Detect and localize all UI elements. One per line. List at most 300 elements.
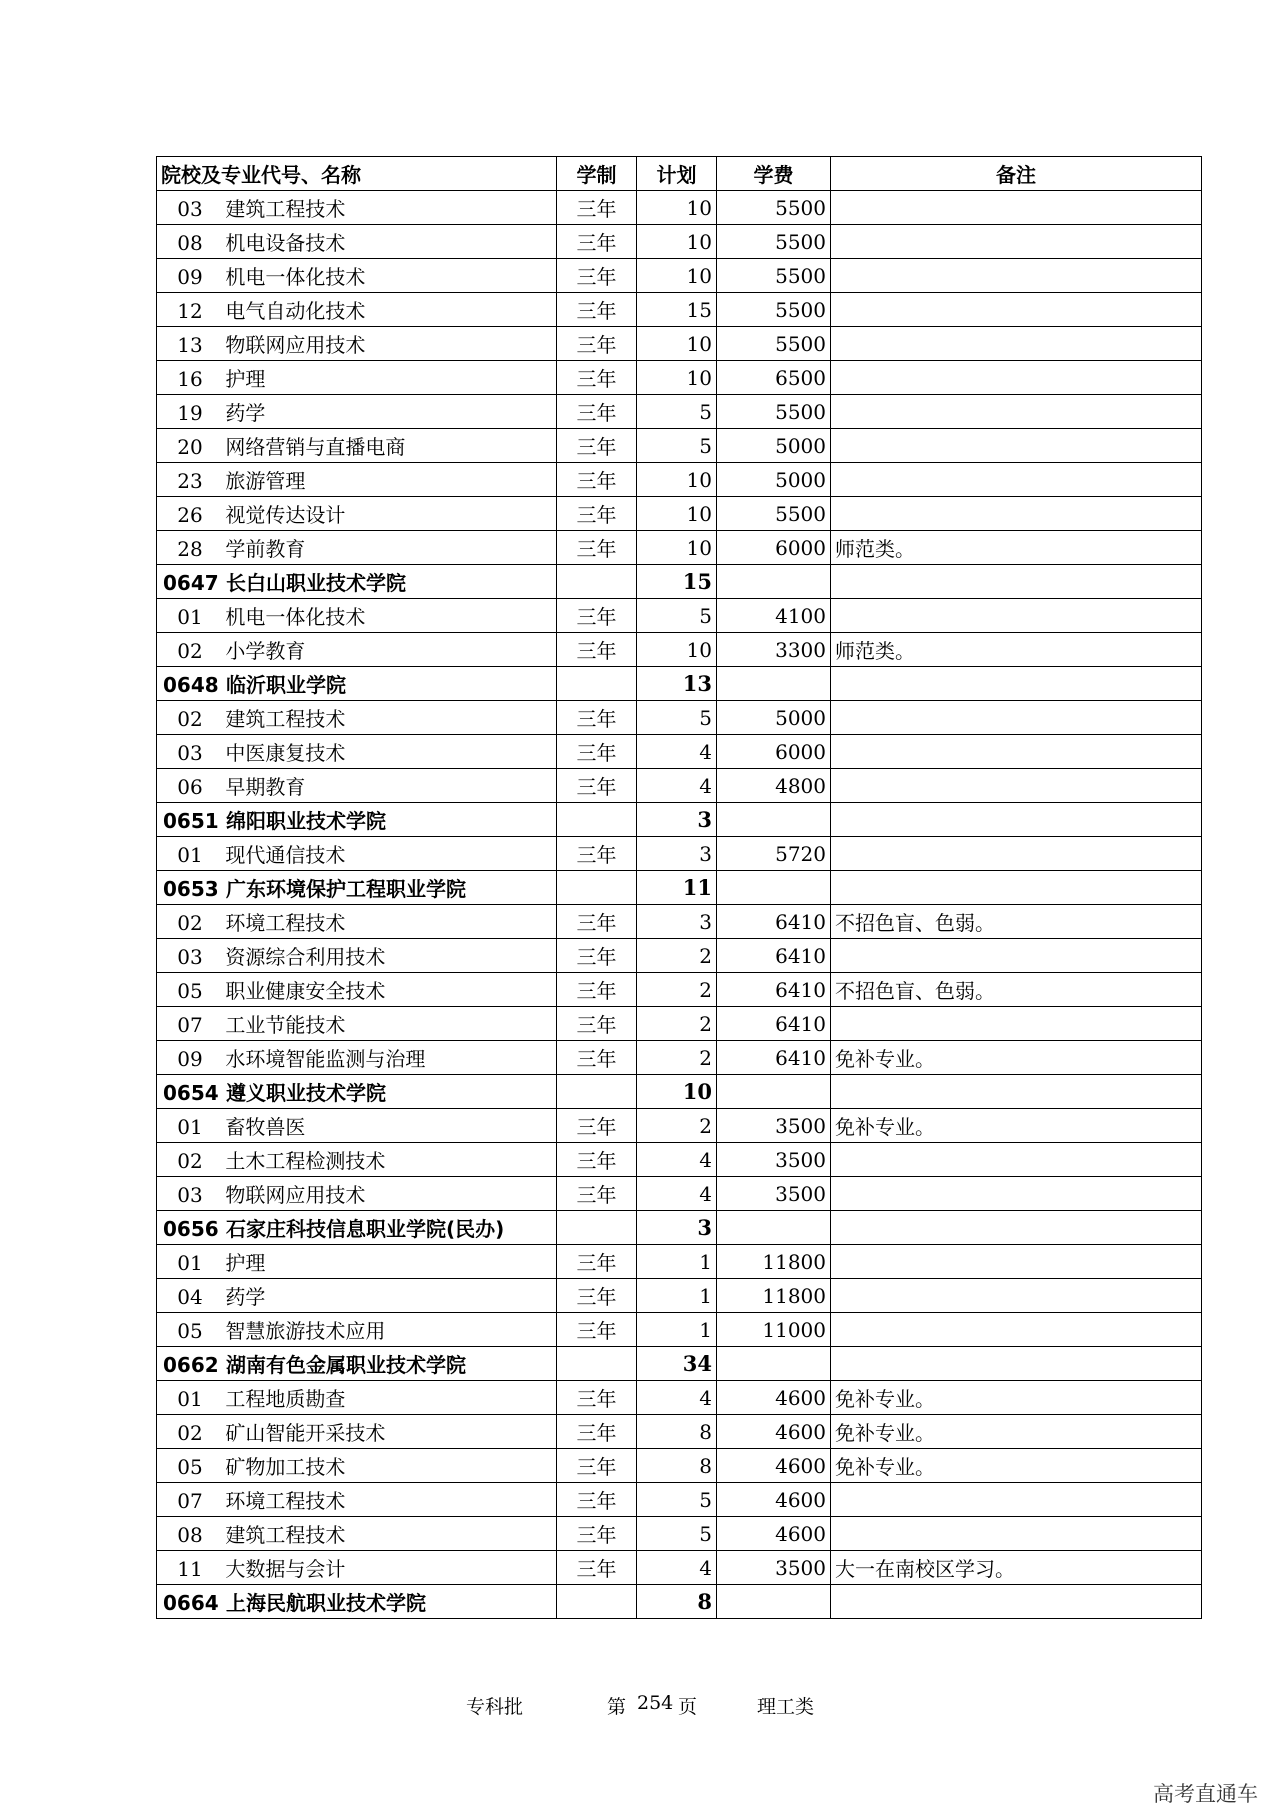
cell-length: 三年 [557,735,637,769]
cell-name [157,667,557,701]
cell-name [157,191,557,225]
major-code: 05 [177,979,203,1003]
major-name: 大数据与会计 [225,1557,346,1581]
cell-fee: 6500 [717,361,831,395]
cell-length: 三年 [557,973,637,1007]
major-code: 16 [177,367,203,391]
cell-plan: 8 [637,1585,717,1619]
major-row [157,1177,1202,1211]
cell-name [157,1143,557,1177]
header-name: 院校及专业代号、名称 [157,157,557,191]
major-code: 01 [177,605,203,629]
cell-length [557,1585,637,1619]
major-row [157,1551,1202,1585]
cell-length [557,1211,637,1245]
cell-length: 三年 [557,293,637,327]
cell-note [831,1313,1202,1347]
cell-name [157,565,557,599]
school-code: 0654 [163,1081,219,1105]
major-row [157,1041,1202,1075]
cell-plan: 5 [637,1517,717,1551]
cell-plan: 1 [637,1313,717,1347]
major-code: 03 [177,741,203,765]
cell-name [157,905,557,939]
cell-length: 三年 [557,1381,637,1415]
cell-name [157,429,557,463]
footer-category: 理工类 [757,1696,815,1718]
cell-note [831,293,1202,327]
major-row [157,1143,1202,1177]
major-name: 中医康复技术 [225,741,346,765]
cell-name [157,1517,557,1551]
cell-fee [717,871,831,905]
cell-note [831,939,1202,973]
school-name: 临沂职业学院 [225,673,346,697]
major-code: 02 [177,707,203,731]
cell-plan: 3 [637,837,717,871]
cell-plan: 2 [637,939,717,973]
cell-plan: 4 [637,1381,717,1415]
major-code: 05 [177,1319,203,1343]
cell-fee: 3500 [717,1143,831,1177]
major-name: 护理 [225,1251,266,1275]
cell-name [157,1109,557,1143]
cell-name [157,837,557,871]
cell-note [831,1211,1202,1245]
cell-fee: 6410 [717,905,831,939]
major-name: 畜牧兽医 [225,1115,306,1139]
cell-length: 三年 [557,1517,637,1551]
cell-note: 免补专业。 [831,1109,1202,1143]
cell-fee: 5500 [717,293,831,327]
header-row [157,157,1202,191]
cell-fee: 11800 [717,1279,831,1313]
cell-fee: 6000 [717,531,831,565]
school-code: 0651 [163,809,219,833]
cell-length [557,871,637,905]
major-name: 早期教育 [225,775,306,799]
school-row [157,1347,1202,1381]
school-row [157,1075,1202,1109]
cell-name [157,327,557,361]
cell-length [557,803,637,837]
school-row [157,803,1202,837]
major-code: 03 [177,197,203,221]
cell-fee: 11800 [717,1245,831,1279]
major-row [157,259,1202,293]
major-name: 职业健康安全技术 [225,979,386,1003]
cell-note [831,667,1202,701]
cell-fee: 4100 [717,599,831,633]
cell-note [831,701,1202,735]
cell-plan: 8 [637,1415,717,1449]
major-row [157,429,1202,463]
cell-note [831,463,1202,497]
cell-length: 三年 [557,701,637,735]
cell-note [831,871,1202,905]
cell-fee: 4600 [717,1517,831,1551]
major-row [157,973,1202,1007]
major-code: 01 [177,843,203,867]
cell-note: 不招色盲、色弱。 [831,973,1202,1007]
major-code: 09 [177,265,203,289]
cell-note [831,1585,1202,1619]
cell-fee [717,1211,831,1245]
major-row [157,1007,1202,1041]
cell-plan: 15 [637,293,717,327]
cell-name [157,1483,557,1517]
header-plan: 计划 [637,157,717,191]
cell-length: 三年 [557,395,637,429]
cell-length: 三年 [557,633,637,667]
cell-name [157,803,557,837]
major-code: 06 [177,775,203,799]
cell-plan: 4 [637,769,717,803]
cell-fee: 3500 [717,1109,831,1143]
cell-length: 三年 [557,327,637,361]
major-name: 护理 [225,367,266,391]
cell-name [157,361,557,395]
major-row [157,225,1202,259]
major-code: 11 [177,1557,203,1581]
major-row [157,905,1202,939]
major-name: 环境工程技术 [225,1489,346,1513]
cell-name [157,939,557,973]
school-row [157,871,1202,905]
cell-plan: 2 [637,1109,717,1143]
cell-fee [717,667,831,701]
cell-name [157,395,557,429]
watermark-text: 高考直通车 [1153,1782,1258,1806]
cell-note [831,327,1202,361]
cell-fee: 5500 [717,327,831,361]
cell-note: 师范类。 [831,531,1202,565]
cell-length: 三年 [557,1449,637,1483]
cell-plan: 5 [637,429,717,463]
cell-name [157,463,557,497]
school-row [157,565,1202,599]
cell-fee: 11000 [717,1313,831,1347]
cell-length: 三年 [557,599,637,633]
cell-plan: 4 [637,1177,717,1211]
cell-plan: 1 [637,1279,717,1313]
major-code: 19 [177,401,203,425]
cell-name [157,871,557,905]
major-code: 23 [177,469,203,493]
cell-length: 三年 [557,1551,637,1585]
major-code: 03 [177,945,203,969]
cell-fee: 6410 [717,1041,831,1075]
cell-name [157,1585,557,1619]
cell-name [157,1381,557,1415]
cell-note [831,1483,1202,1517]
cell-fee: 3500 [717,1177,831,1211]
cell-note: 免补专业。 [831,1041,1202,1075]
cell-fee [717,565,831,599]
cell-length: 三年 [557,1177,637,1211]
cell-note [831,429,1202,463]
cell-plan: 13 [637,667,717,701]
major-name: 智慧旅游技术应用 [225,1319,386,1343]
cell-note: 不招色盲、色弱。 [831,905,1202,939]
cell-fee [717,1075,831,1109]
cell-note [831,1007,1202,1041]
cell-plan: 4 [637,1143,717,1177]
footer-page-number: 254 [637,1692,674,1714]
cell-fee: 4600 [717,1381,831,1415]
major-row [157,293,1202,327]
cell-name [157,701,557,735]
major-name: 视觉传达设计 [225,503,346,527]
cell-name [157,531,557,565]
school-name: 石家庄科技信息职业学院(民办) [225,1217,505,1241]
cell-plan: 2 [637,973,717,1007]
cell-plan: 10 [637,633,717,667]
cell-note [831,225,1202,259]
major-name: 工程地质勘查 [225,1387,346,1411]
major-row [157,1109,1202,1143]
major-row [157,395,1202,429]
cell-fee: 5500 [717,395,831,429]
major-name: 机电一体化技术 [225,265,366,289]
cell-fee: 4800 [717,769,831,803]
school-name: 广东环境保护工程职业学院 [225,877,466,901]
cell-name [157,633,557,667]
cell-length: 三年 [557,463,637,497]
cell-length: 三年 [557,259,637,293]
major-code: 13 [177,333,203,357]
cell-name [157,1041,557,1075]
major-code: 08 [177,231,203,255]
cell-plan: 10 [637,531,717,565]
cell-note [831,191,1202,225]
school-row [157,667,1202,701]
cell-name [157,1177,557,1211]
cell-note [831,259,1202,293]
cell-fee: 5500 [717,225,831,259]
school-code: 0656 [163,1217,219,1241]
cell-fee: 5000 [717,701,831,735]
cell-note: 免补专业。 [831,1415,1202,1449]
cell-length: 三年 [557,191,637,225]
major-name: 机电一体化技术 [225,605,366,629]
cell-note [831,837,1202,871]
major-name: 现代通信技术 [225,843,346,867]
cell-length [557,1075,637,1109]
major-row [157,1483,1202,1517]
cell-name [157,973,557,1007]
cell-plan: 2 [637,1041,717,1075]
major-code: 08 [177,1523,203,1547]
header-length: 学制 [557,157,637,191]
major-code: 07 [177,1013,203,1037]
cell-name [157,259,557,293]
cell-name [157,599,557,633]
major-name: 水环境智能监测与治理 [225,1047,426,1071]
cell-fee: 6410 [717,973,831,1007]
cell-plan: 8 [637,1449,717,1483]
cell-fee: 5000 [717,429,831,463]
cell-fee: 5000 [717,463,831,497]
major-code: 07 [177,1489,203,1513]
cell-length: 三年 [557,769,637,803]
cell-fee: 3300 [717,633,831,667]
cell-length [557,667,637,701]
school-name: 长白山职业技术学院 [225,571,406,595]
major-name: 机电设备技术 [225,231,346,255]
cell-note: 免补专业。 [831,1381,1202,1415]
footer-batch: 专科批 [466,1696,524,1718]
cell-note [831,599,1202,633]
cell-length: 三年 [557,429,637,463]
cell-length: 三年 [557,837,637,871]
cell-length: 三年 [557,1313,637,1347]
cell-plan: 5 [637,599,717,633]
cell-note: 师范类。 [831,633,1202,667]
major-row [157,701,1202,735]
major-name: 物联网应用技术 [225,333,366,357]
major-code: 01 [177,1251,203,1275]
major-row [157,1313,1202,1347]
major-name: 电气自动化技术 [225,299,366,323]
cell-note [831,769,1202,803]
cell-plan: 5 [637,701,717,735]
school-name: 绵阳职业技术学院 [225,809,386,833]
cell-length: 三年 [557,1143,637,1177]
table-body [157,191,1202,1619]
cell-note [831,1347,1202,1381]
cell-fee: 4600 [717,1483,831,1517]
cell-plan: 3 [637,803,717,837]
cell-length: 三年 [557,1007,637,1041]
major-code: 02 [177,1421,203,1445]
cell-name [157,735,557,769]
cell-plan: 10 [637,463,717,497]
cell-note [831,803,1202,837]
school-name: 遵义职业技术学院 [225,1081,386,1105]
cell-name [157,1313,557,1347]
cell-name [157,769,557,803]
major-name: 资源综合利用技术 [225,945,386,969]
major-row [157,1517,1202,1551]
cell-plan: 10 [637,1075,717,1109]
major-row [157,837,1202,871]
cell-note [831,497,1202,531]
major-code: 01 [177,1387,203,1411]
school-code: 0664 [163,1591,219,1615]
cell-note: 免补专业。 [831,1449,1202,1483]
cell-length: 三年 [557,361,637,395]
school-row [157,1211,1202,1245]
major-name: 学前教育 [225,537,306,561]
major-name: 建筑工程技术 [225,197,346,221]
cell-note [831,1245,1202,1279]
major-row [157,1415,1202,1449]
cell-fee: 3500 [717,1551,831,1585]
cell-note: 大一在南校区学习。 [831,1551,1202,1585]
school-name: 上海民航职业技术学院 [225,1591,426,1615]
major-row [157,1245,1202,1279]
major-name: 环境工程技术 [225,911,346,935]
cell-length: 三年 [557,1279,637,1313]
major-row [157,939,1202,973]
major-name: 小学教育 [225,639,306,663]
cell-name [157,1551,557,1585]
cell-name [157,225,557,259]
cell-plan: 5 [637,395,717,429]
major-name: 药学 [225,1285,266,1309]
cell-plan: 10 [637,497,717,531]
cell-length [557,565,637,599]
major-name: 工业节能技术 [225,1013,346,1037]
school-name: 湖南有色金属职业技术学院 [225,1353,466,1377]
school-code: 0648 [163,673,219,697]
cell-name [157,1075,557,1109]
cell-fee: 4600 [717,1415,831,1449]
major-name: 矿物加工技术 [225,1455,346,1479]
cell-note [831,735,1202,769]
cell-length: 三年 [557,1245,637,1279]
major-row [157,1449,1202,1483]
school-code: 0653 [163,877,219,901]
major-code: 26 [177,503,203,527]
major-name: 物联网应用技术 [225,1183,366,1207]
cell-fee: 5500 [717,191,831,225]
major-name: 建筑工程技术 [225,707,346,731]
cell-name [157,1211,557,1245]
cell-plan: 5 [637,1483,717,1517]
cell-note [831,565,1202,599]
major-row [157,327,1202,361]
cell-name [157,293,557,327]
cell-name [157,1279,557,1313]
cell-length: 三年 [557,939,637,973]
header-fee: 学费 [717,157,831,191]
major-code: 02 [177,911,203,935]
cell-length: 三年 [557,1415,637,1449]
cell-plan: 3 [637,905,717,939]
cell-fee [717,803,831,837]
cell-note [831,395,1202,429]
cell-length [557,1347,637,1381]
school-row [157,1585,1202,1619]
cell-length: 三年 [557,1109,637,1143]
cell-fee: 4600 [717,1449,831,1483]
cell-plan: 15 [637,565,717,599]
major-row [157,191,1202,225]
major-row [157,463,1202,497]
major-code: 02 [177,1149,203,1173]
major-row [157,1381,1202,1415]
cell-note [831,1177,1202,1211]
school-code: 0662 [163,1353,219,1377]
cell-plan: 34 [637,1347,717,1381]
table-header [157,157,1202,191]
cell-name [157,1415,557,1449]
major-code: 02 [177,639,203,663]
cell-plan: 10 [637,327,717,361]
cell-note [831,1143,1202,1177]
major-code: 09 [177,1047,203,1071]
cell-fee: 6410 [717,1007,831,1041]
cell-plan: 4 [637,735,717,769]
cell-plan: 11 [637,871,717,905]
major-row [157,599,1202,633]
cell-plan: 10 [637,259,717,293]
major-row [157,769,1202,803]
major-row [157,1279,1202,1313]
cell-length: 三年 [557,531,637,565]
